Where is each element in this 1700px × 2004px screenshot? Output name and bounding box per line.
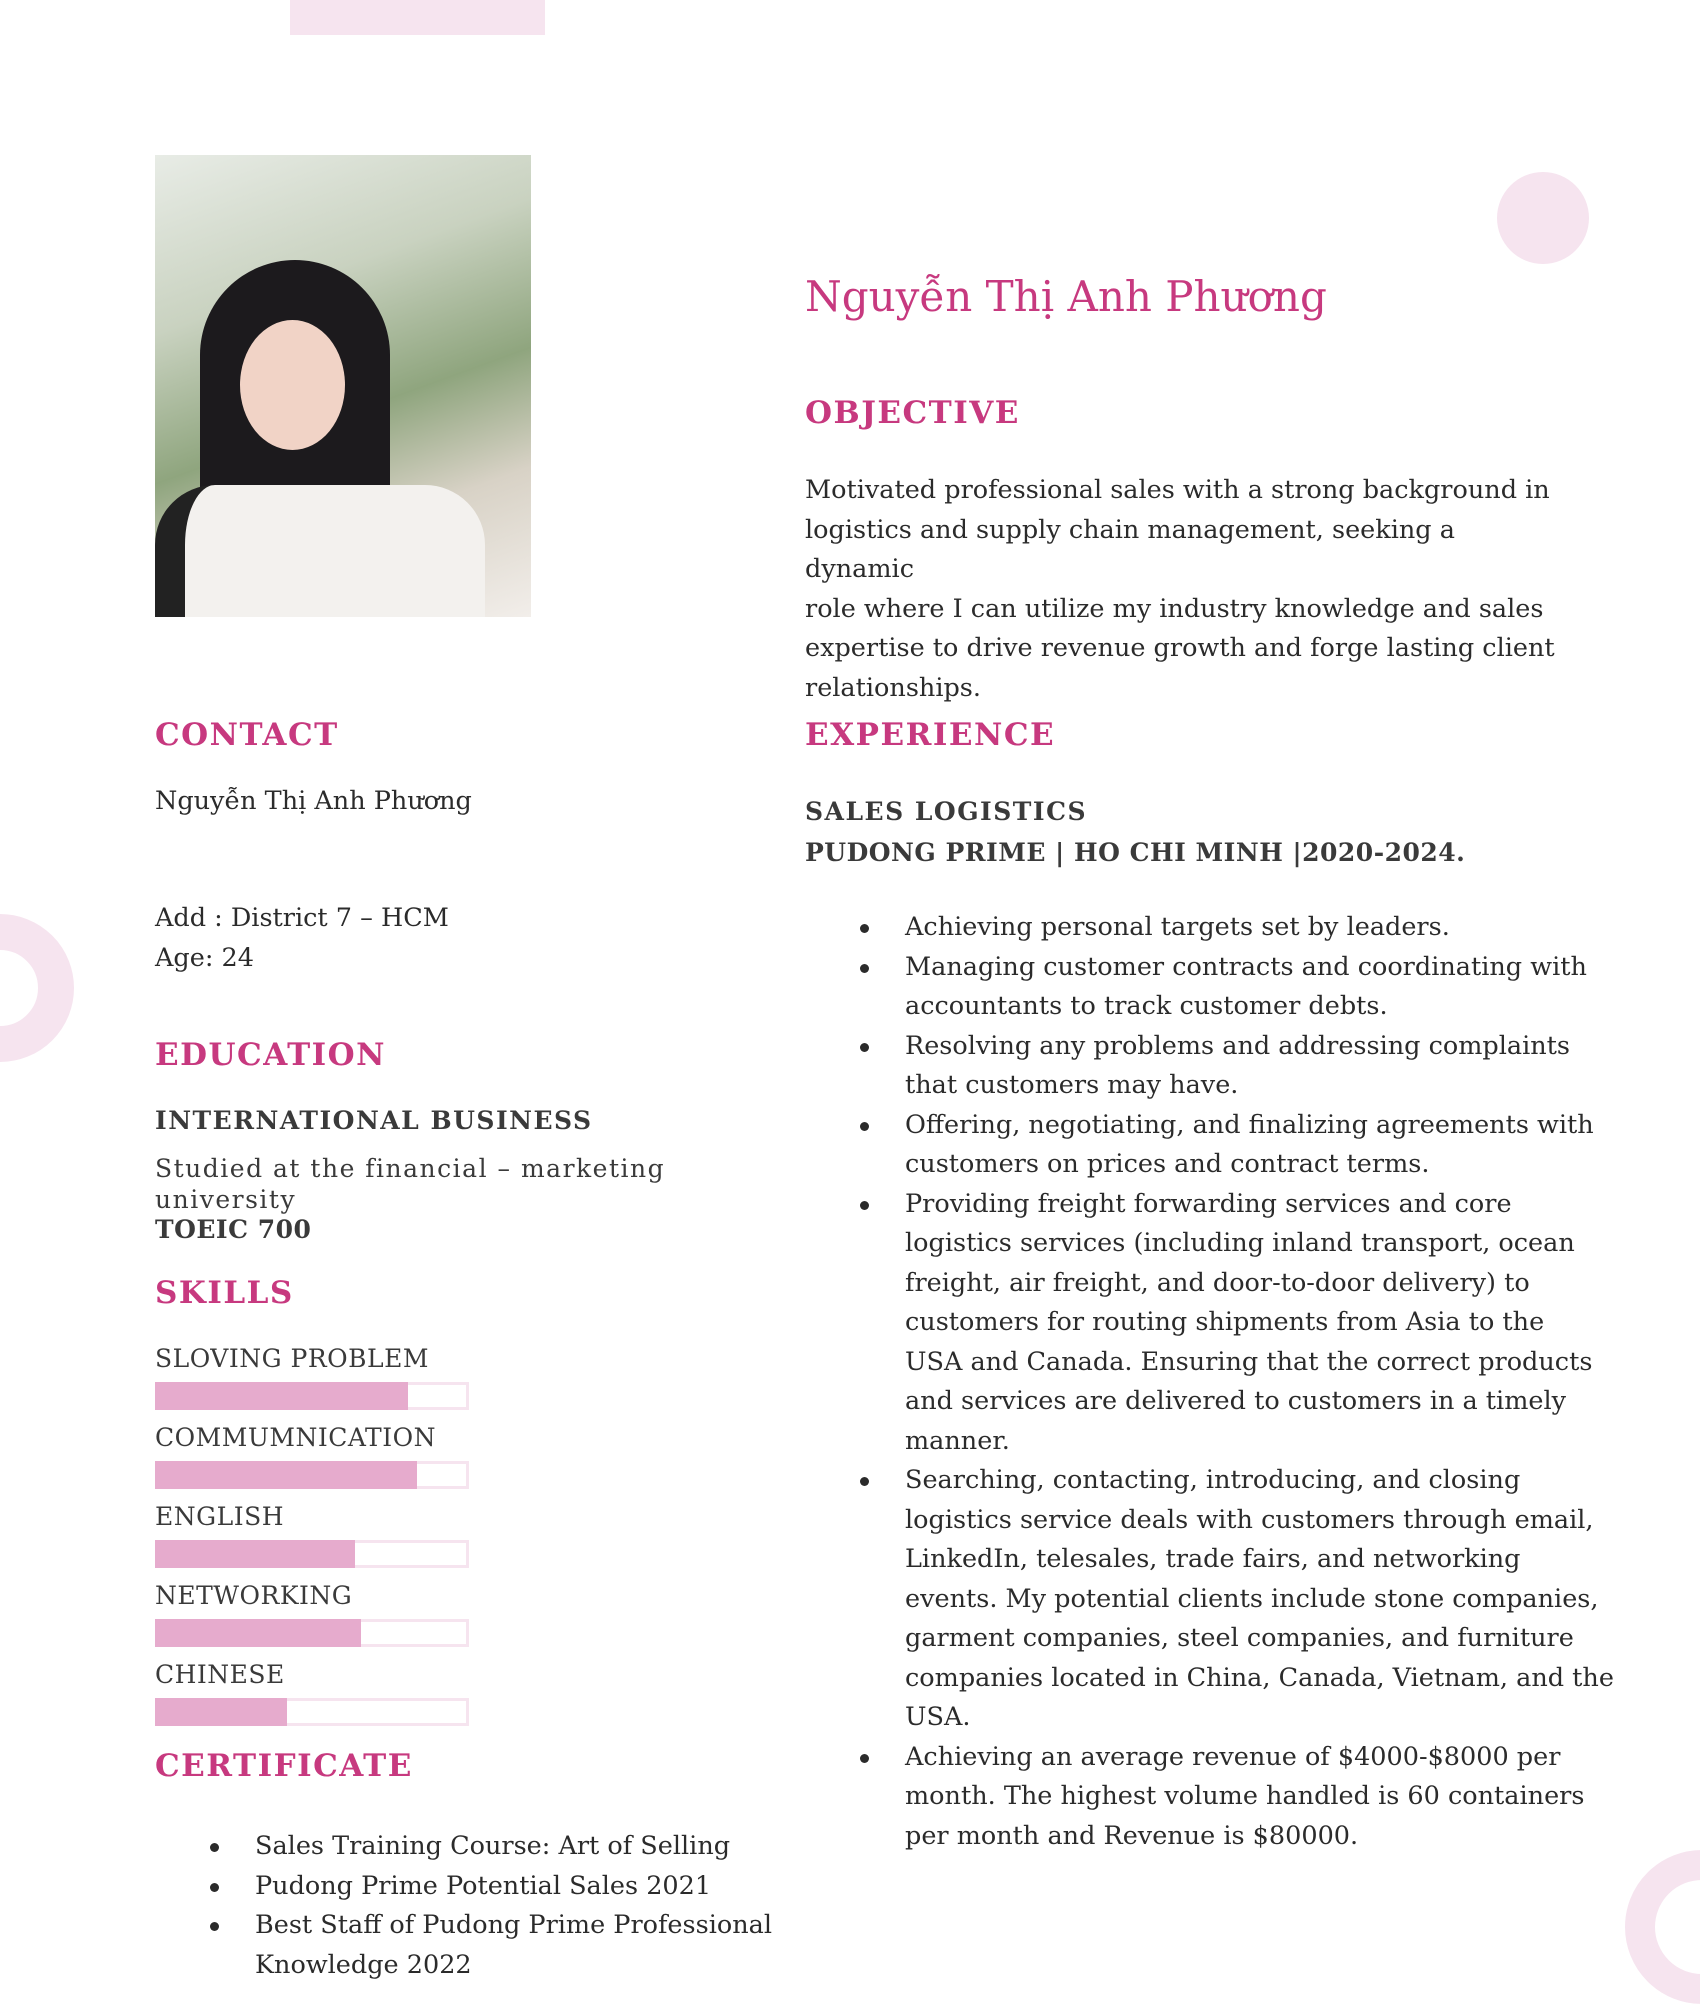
experience-item: [905, 908, 1685, 948]
experience-line: Providing freight forwarding services and core: [905, 1188, 1512, 1219]
education-school-line: university: [155, 1185, 297, 1214]
experience-line: Resolving any problems and addressing complaints: [905, 1030, 1571, 1061]
bullet-icon: [860, 1043, 869, 1052]
certificate-item: [255, 1827, 775, 1867]
experience-line: Searching, contacting, introducing, and closing: [905, 1465, 1521, 1495]
experience-line: freight, air freight, and door-to-door delivery) to: [905, 1267, 1530, 1298]
objective-line: Motivated professional sales with a strong background in: [805, 475, 1550, 505]
experience-line: Managing customer contracts and coordinating with: [905, 951, 1587, 982]
experience-line: companies located in China, Canada, Vietnam, and the: [905, 1662, 1614, 1693]
skill-level-bar: [155, 1540, 469, 1568]
skill-label: CHINESE: [155, 1660, 285, 1689]
job-title: SALES LOGISTICS: [805, 797, 1088, 826]
skill-level-fill: [155, 1698, 287, 1726]
experience-line: USA and Canada. Ensuring that the correct products: [905, 1346, 1593, 1377]
experience-line: logistics service deals with customers through email,: [905, 1504, 1594, 1535]
candidate-name: Nguyễn Thị Anh Phương: [805, 272, 1327, 321]
education-heading: EDUCATION: [155, 1037, 386, 1073]
experience-line: garment companies, steel companies, and furniture: [905, 1623, 1574, 1653]
objective-line: role where I can utilize my industry knowledge and sales: [805, 593, 1544, 624]
skill-label: COMMUMNICATION: [155, 1423, 436, 1452]
skill-level-fill: [155, 1461, 417, 1489]
skill-label: SLOVING PROBLEM: [155, 1344, 429, 1373]
contact-age: Age: 24: [155, 943, 254, 973]
contact-heading: CONTACT: [155, 717, 339, 753]
bullet-icon: [210, 1922, 219, 1931]
skill-level-fill: [155, 1382, 408, 1410]
experience-line: that customers may have.: [905, 1070, 1239, 1100]
objective-line: expertise to drive revenue growth and forge lasting client: [805, 633, 1555, 663]
experience-line: Offering, negotiating, and finalizing agreements with: [905, 1109, 1594, 1140]
skill-level-bar: [155, 1619, 469, 1647]
education-school: [155, 1152, 665, 1246]
skill-level-bar: [155, 1461, 469, 1489]
decorative-circle: [1497, 172, 1589, 264]
skill-level-fill: [155, 1540, 355, 1568]
experience-item: [905, 1738, 1685, 1857]
experience-item: [905, 1027, 1685, 1106]
objective-line: logistics and supply chain management, seeking a dynamic: [805, 514, 1455, 584]
education-school-line: Studied at the financial – marketing: [155, 1154, 666, 1183]
certificate-heading: CERTIFICATE: [155, 1748, 413, 1784]
decorative-ring-left: [0, 914, 74, 1062]
experience-bullets: [905, 908, 1685, 1856]
certificate-list: [255, 1827, 775, 1985]
skill-level-bar: [155, 1382, 469, 1410]
skill-level-fill: [155, 1619, 361, 1647]
certificate-item: [255, 1867, 775, 1907]
decorative-ring-bottom-right: [1625, 1850, 1700, 2004]
experience-item: [905, 1185, 1685, 1462]
experience-line: logistics services (including inland transport, ocean: [905, 1228, 1575, 1258]
profile-photo: [155, 155, 531, 617]
bullet-icon: [860, 1201, 869, 1210]
certificate-text: Knowledge 2022: [255, 1949, 472, 1980]
experience-line: Achieving personal targets set by leaders.: [905, 912, 1450, 942]
certificate-text: Sales Training Course: Art of Selling: [255, 1831, 731, 1861]
bullet-icon: [210, 1883, 219, 1892]
certificate-item: [255, 1906, 775, 1985]
experience-line: manner.: [905, 1425, 1010, 1456]
experience-line: Achieving an average revenue of $4000-$8000 per: [905, 1741, 1561, 1772]
bullet-icon: [210, 1843, 219, 1852]
education-major: INTERNATIONAL BUSINESS: [155, 1106, 593, 1135]
job-company: PUDONG PRIME | HO CHI MINH |2020-2024.: [805, 838, 1466, 867]
experience-line: USA.: [905, 1702, 971, 1732]
decorative-rectangle: [290, 0, 545, 35]
skill-level-bar: [155, 1698, 469, 1726]
skills-heading: SKILLS: [155, 1275, 294, 1311]
certificate-text: Best Staff of Pudong Prime Professional: [255, 1910, 772, 1940]
experience-line: accountants to track customer debts.: [905, 991, 1388, 1021]
experience-line: per month and Revenue is $80000.: [905, 1820, 1359, 1851]
experience-item: [905, 1106, 1685, 1185]
bullet-icon: [860, 924, 869, 933]
contact-address: Add : District 7 – HCM: [155, 903, 449, 933]
objective-heading: OBJECTIVE: [805, 395, 1020, 431]
bullet-icon: [860, 1477, 869, 1486]
bullet-icon: [860, 1754, 869, 1763]
experience-line: and services are delivered to customers in a timely: [905, 1386, 1567, 1416]
objective-text: [805, 471, 1565, 708]
objective-line: relationships.: [805, 672, 981, 703]
experience-line: customers on prices and contract terms.: [905, 1149, 1430, 1179]
skills-list: [155, 1344, 485, 1744]
experience-line: month. The highest volume handled is 60 containers: [905, 1781, 1585, 1811]
education-toeic: TOEIC 700: [155, 1215, 312, 1244]
skill-label: NETWORKING: [155, 1581, 353, 1610]
bullet-icon: [860, 1122, 869, 1131]
experience-heading: EXPERIENCE: [805, 717, 1056, 753]
skill-label: ENGLISH: [155, 1502, 285, 1531]
experience-line: events. My potential clients include stone companies,: [905, 1583, 1599, 1614]
experience-item: [905, 1461, 1685, 1738]
experience-line: customers for routing shipments from Asia to the: [905, 1307, 1545, 1337]
certificate-text: Pudong Prime Potential Sales 2021: [255, 1870, 712, 1901]
experience-item: [905, 948, 1685, 1027]
bullet-icon: [860, 964, 869, 973]
experience-line: LinkedIn, telesales, trade fairs, and networking: [905, 1544, 1521, 1574]
contact-name: Nguyễn Thị Anh Phương: [155, 786, 472, 816]
